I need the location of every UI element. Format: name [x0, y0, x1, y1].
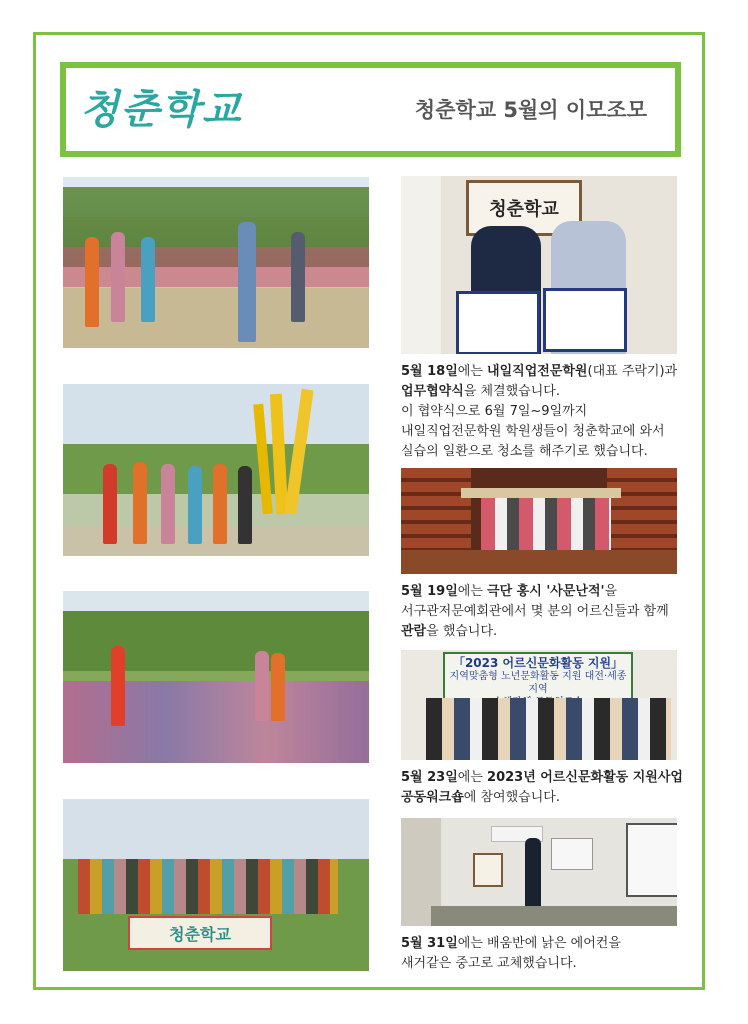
- photo-workshop-group: [401, 650, 677, 760]
- photo-agreement-ceremony: [401, 176, 677, 354]
- photo-aircon-install: [401, 818, 677, 926]
- photo-pencil-sculpture: [63, 384, 369, 556]
- logo: 청춘학교: [80, 86, 243, 133]
- header-box: [60, 62, 681, 157]
- photo-flower-garden: [63, 591, 369, 763]
- caption-may-19: 5월 19일에는 극단 홍시 '사문난적'을 서구관저문예회관에서 몇 분의 어르신들과 함께 관람을 했습니다.: [401, 584, 669, 639]
- workshop-sign: 「2023 어르신문화활동 지원」 지역맞춤형 노년문화활동 지원 대전·세종지역: [443, 652, 633, 704]
- page-title: 청춘학교 5월의 이모조모: [414, 98, 647, 122]
- photo-theater-group: [401, 468, 677, 574]
- photo-garden-flowers: [63, 177, 369, 348]
- caption-may-23: 5월 23일에는 2023년 어르신문화활동 지원사업 공동워크숍에 참여했습니다.: [401, 770, 683, 805]
- caption-may-31: 5월 31일에는 배움반에 낡은 에어컨을 새거같은 중고로 교체했습니다.: [401, 936, 621, 971]
- photo-group-banner: [63, 799, 369, 971]
- caption-may-18: 5월 18일에는 내일직업전문학원(대표 주락기)과 업무협약식을 체결했습니다. 이 협약식으로 6월 7일~9일까지 내일직업전문학원 학원생들이 청춘학교에 와서 실습의 일환으로 청소를 해주기로 했습니다.: [401, 364, 678, 459]
- calligraphy-frame: 청춘학교: [466, 180, 582, 236]
- school-banner: 청춘학교: [128, 916, 272, 950]
